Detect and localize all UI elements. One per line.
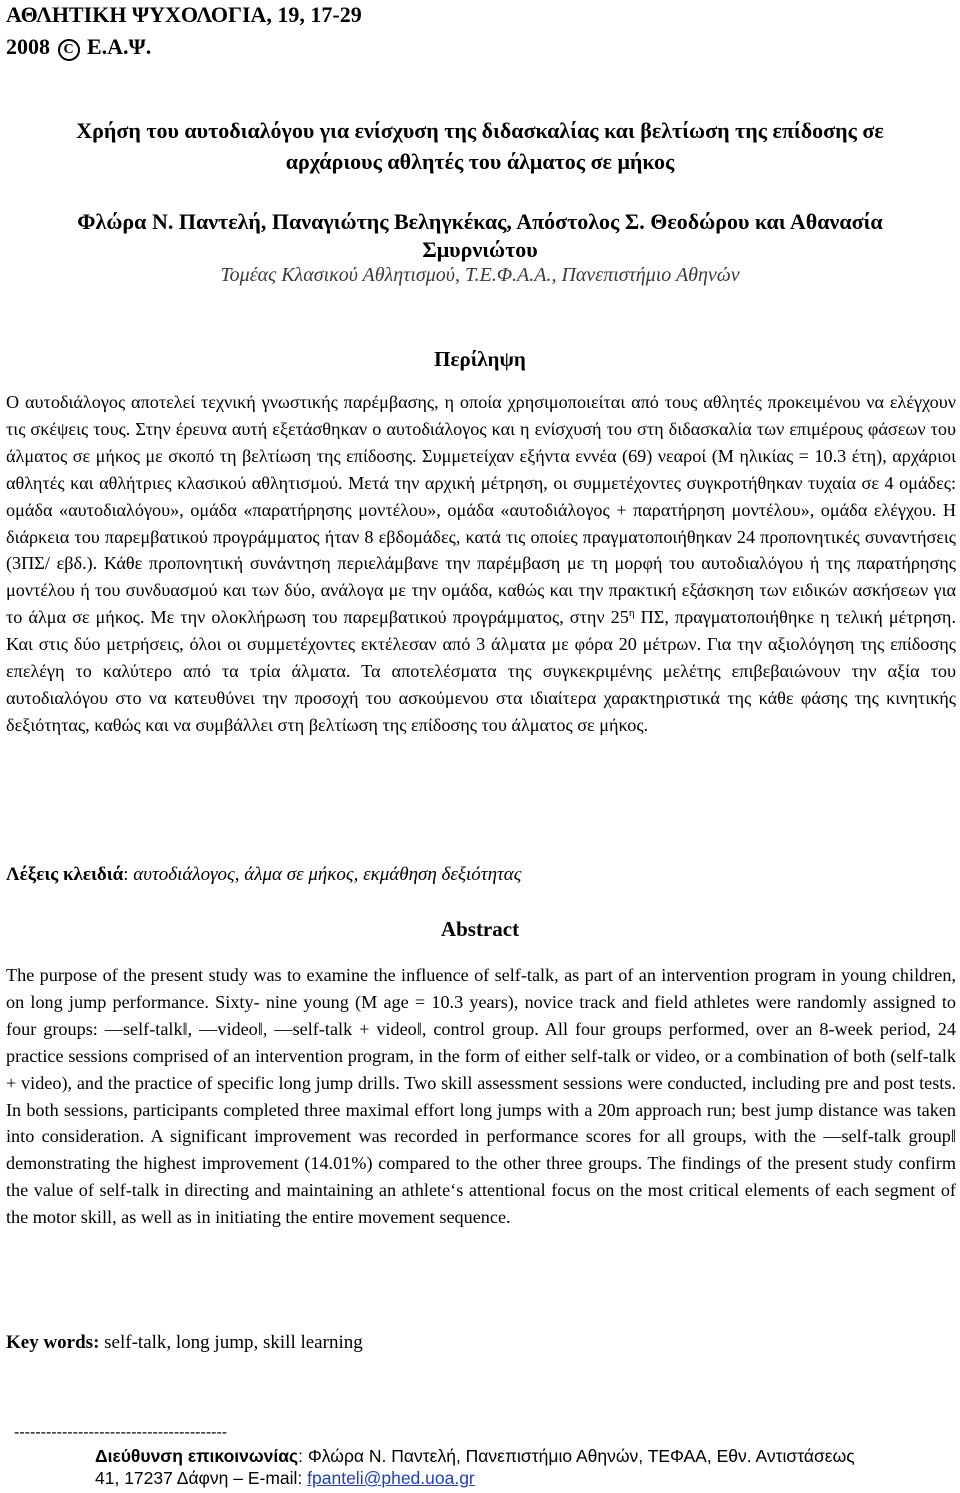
copyright-icon: C: [58, 39, 80, 61]
email-link[interactable]: fpanteli@phed.uoa.gr: [307, 1468, 475, 1488]
english-abstract-text: The purpose of the present study was to examine the influence of self-talk, as part of an intervention program in young children, on long jump performance. Sixty- nine young (M age = 10.3 years), novice track and field athletes were randomly assigned to four groups: ―self-talk‖, ―video‖, ―self-talk + video‖, control group. All four groups performed, over an 8-week period, 24 practice sessions comprised of an intervention program, in the form of either self-talk or video, or a combination of both (self-talk + video), and the practice of specific long jump drills. Two skill assessment sessions were conducted, including pre and post tests. In both sessions, participants completed three maximal effort long jumps with a 20m approach run; best jump distance was taken into consideration. A significant improvement was recorded in performance scores for all groups, with the ―self-talk group‖ demonstrating the highest improvement (14.01%) compared to the other three groups. The findings of the present study confirm the value of self-talk in directing and maintaining an athlete‘s attentional focus on the most critical elements of each segment of the motor skill, as well as in initiating the entire movement sequence.: [6, 965, 956, 1228]
journal-year-publisher: [6, 34, 151, 61]
footnote-line-2: [95, 1467, 475, 1490]
ordinal-superscript: η: [628, 607, 635, 620]
footnote-line-1: [95, 1445, 855, 1468]
greek-keywords: [6, 862, 522, 888]
journal-citation: ΑΘΛΗΤΙΚΗ ΨΥΧΟΛΟΓΙΑ, 19, 17-29: [6, 2, 362, 27]
greek-abstract-text-part-1: Ο αυτοδιάλογος αποτελεί τεχνική γνωστικής παρέμβασης, η οποία χρησιμοποιείται από τους αθλητές προκειμένου να ελέγχουν τις σκέψεις τους. Στην έρευνα αυτή εξετάσθηκαν ο αυτοδιάλογος και η ενίσχυσή του στη διδασκαλία των επιμέρους φάσεων του άλματος σε μήκος με σκοπό τη βελτίωση της επίδοσης. Συμμετείχαν εξήντα εννέα (69) νεαροί (M ηλικίας = 10.3 έτη), αρχάριοι αθλητές και αθλήτριες κλασικού αθλητισμού. Μετά την αρχική μέτρηση, οι συμμετέχοντες συγκροτήθηκαν τυχαία σε 4 ομάδες: ομάδα «αυτοδιαλόγου», ομάδα «παρατήρησης μοντέλου», ομάδα «αυτοδιάλογος + παρατήρηση μοντέλου», ομάδα ελέγχου. Η διάρκεια του παρεμβατικού προγράμματος ήταν 8 εβδομάδες, κατά τις οποίες πραγματοποιήθηκαν 24 προπονητικές συναντήσεις (3ΠΣ/ εβδ.). Κάθε προπονητική συνάντηση περιελάμβανε την παρέμβαση με τη μορφή του αυτοδιαλόγου ή της παρατήρησης μοντέλου ή του συνδυασμού και των δύο, ανάλογα με την ομάδα, καθώς και την πρακτική εξάσκηση των ειδικών ασκήσεων για το άλμα σε μήκος. Με την ολοκλήρωση του παρεμβατικού προγράμματος, στην 25: [6, 392, 956, 628]
greek-keywords-label: Λέξεις κλειδιά: [6, 864, 124, 885]
paper-title-line-2: αρχάριους αθλητές του άλματος σε μήκος: [285, 149, 675, 174]
english-keywords-label: Key words:: [6, 1332, 100, 1353]
journal-year: 2008: [6, 34, 50, 59]
paper-authors: [0, 208, 960, 264]
footnote-address-2: 41, 17237 Δάφνη – E-mail:: [95, 1468, 308, 1488]
paper-title-line-1: Χρήση του αυτοδιαλόγου για ενίσχυση της διδασκαλίας και βελτίωση της επίδοσης σε: [76, 118, 884, 143]
footnote-label: Διεύθυνση επικοινωνίας: [95, 1446, 299, 1466]
greek-keywords-separator: :: [123, 864, 134, 885]
author-affiliation: Τομέας Κλασικού Αθλητισμού, Τ.Ε.Φ.Α.Α., Πανεπιστήμιο Αθηνών: [220, 264, 740, 286]
english-keywords-list: self-talk, long jump, skill learning: [99, 1332, 363, 1353]
paper-title: [0, 115, 960, 177]
authors-line-2: Σμυρνιώτου: [422, 237, 538, 262]
greek-abstract-text: [6, 389, 956, 739]
greek-abstract-text-part-2: ΠΣ, πραγματοποιήθηκε η τελική μέτρηση. Και στις δύο μετρήσεις, όλοι οι συμμετέχοντες εκτέλεσαν από 3 άλματα με φόρα 20 μέτρων. Για την αξιολόγηση της επίδοσης επελέγη το καλύτερο από τα τρία άλματα. Τα αποτελέσματα της συγκεκριμένης μελέτης επιβεβαιώνουν την αξία του αυτοδιαλόγου στο να κατευθύνει την προσοχή του ασκούμενου στα ιδιαίτερα χαρακτηριστικά της κάθε φάσης της κινητικής δεξιότητας, καθώς και να συμβάλλει στη βελτίωση της επίδοσης του άλματος σε μήκος.: [6, 607, 956, 735]
english-keywords: [6, 1330, 363, 1356]
authors-line-1: Φλώρα Ν. Παντελή, Παναγιώτης Βεληγκέκας, Απόστολος Σ. Θεοδώρου και Αθανασία: [77, 209, 883, 234]
greek-keywords-list: αυτοδιάλογος, άλμα σε μήκος, εκμάθηση δεξιότητας: [133, 864, 522, 885]
footnote-rule: ----------------------------------------: [14, 1424, 228, 1441]
footnote-address-1: : Φλώρα Ν. Παντελή, Πανεπιστήμιο Αθηνών, ΤΕΦΑΑ, Εθν. Αντιστάσεως: [298, 1446, 855, 1466]
english-abstract-heading: Abstract: [440, 917, 520, 941]
journal-publisher: Ε.Α.Ψ.: [87, 34, 152, 59]
greek-abstract-heading: Περίληψη: [434, 347, 526, 371]
